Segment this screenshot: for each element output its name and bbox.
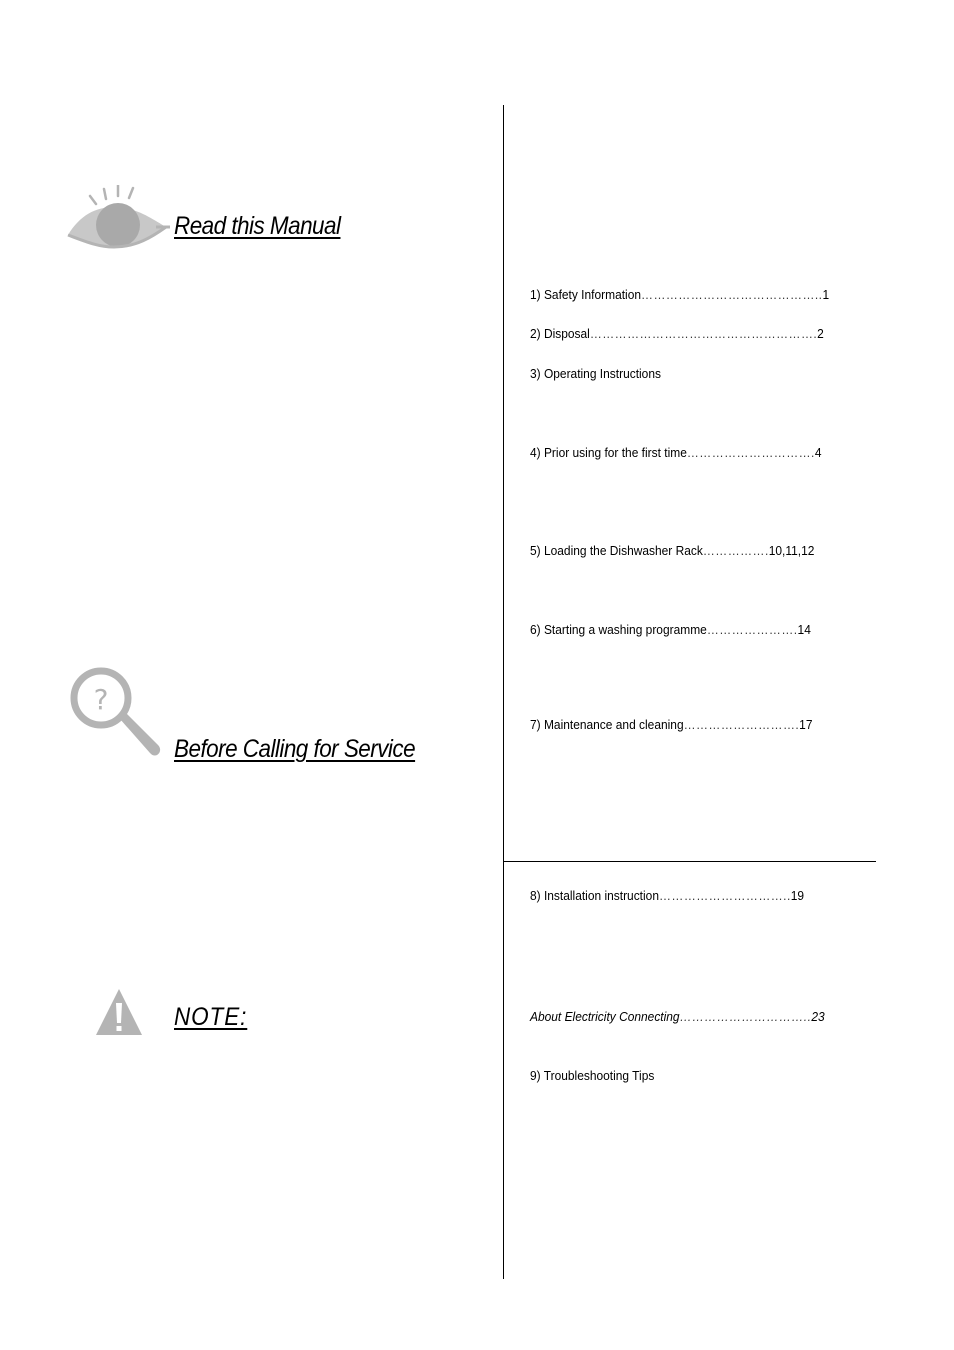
toc-label: 8) Installation instruction [530, 888, 659, 903]
toc-page: 23 [811, 1009, 825, 1024]
toc-item-starting [530, 622, 811, 637]
toc-item-troubleshooting [530, 1068, 654, 1083]
toc-page: 17 [799, 717, 813, 732]
toc-item-electricity [530, 1009, 825, 1024]
toc-dots: ………………………………………………. [589, 326, 818, 341]
toc-label: 5) Loading the Dishwasher Rack [530, 543, 703, 558]
toc-label: 7) Maintenance and cleaning [530, 717, 684, 732]
toc-item-disposal [530, 326, 824, 341]
section-read-manual: Read this Manual [174, 212, 341, 240]
toc-page: 14 [797, 622, 811, 637]
toc-label: 6) Starting a washing programme [530, 622, 707, 637]
toc-item-operating [530, 366, 661, 381]
toc-dots: …………………………. [686, 445, 815, 460]
toc-dots: …………………………………….. [641, 287, 823, 302]
toc-page: 10,11,12 [768, 543, 815, 558]
toc-page: 4 [814, 445, 822, 460]
toc-item-maintenance [530, 717, 812, 732]
toc-item-prior-use [530, 445, 822, 460]
toc-dots: …………………. [706, 622, 798, 637]
toc-page: 1 [822, 287, 830, 302]
magnifier-question-icon [70, 667, 162, 763]
warning-icon [94, 987, 144, 1037]
section-before-service: Before Calling for Service [174, 735, 416, 763]
toc-label: 1) Safety Information [530, 287, 642, 302]
toc-label: 3) Operating Instructions [530, 366, 661, 381]
toc-item-safety [530, 287, 829, 302]
toc-dots: ………………………….. [658, 888, 791, 903]
toc-item-installation [530, 888, 804, 903]
toc-dots: ………………………. [683, 717, 800, 732]
toc-dots: ……………. [702, 543, 769, 558]
section-note: NOTE: [174, 1003, 248, 1031]
toc-label: 4) Prior using for the first time [530, 445, 687, 460]
eye-icon [66, 185, 170, 251]
svg-text:?: ? [93, 683, 109, 716]
toc-item-loading [530, 543, 814, 558]
toc-label: About Electricity Connecting [530, 1009, 680, 1024]
toc-page: 19 [790, 888, 805, 903]
toc-label: 2) Disposal [530, 326, 590, 341]
toc-page: 2 [817, 326, 824, 341]
toc-dots: ………………………….. [679, 1009, 812, 1024]
column-divider [503, 105, 504, 1279]
toc-separator [503, 861, 876, 862]
toc-label: 9) Troubleshooting Tips [530, 1068, 655, 1083]
